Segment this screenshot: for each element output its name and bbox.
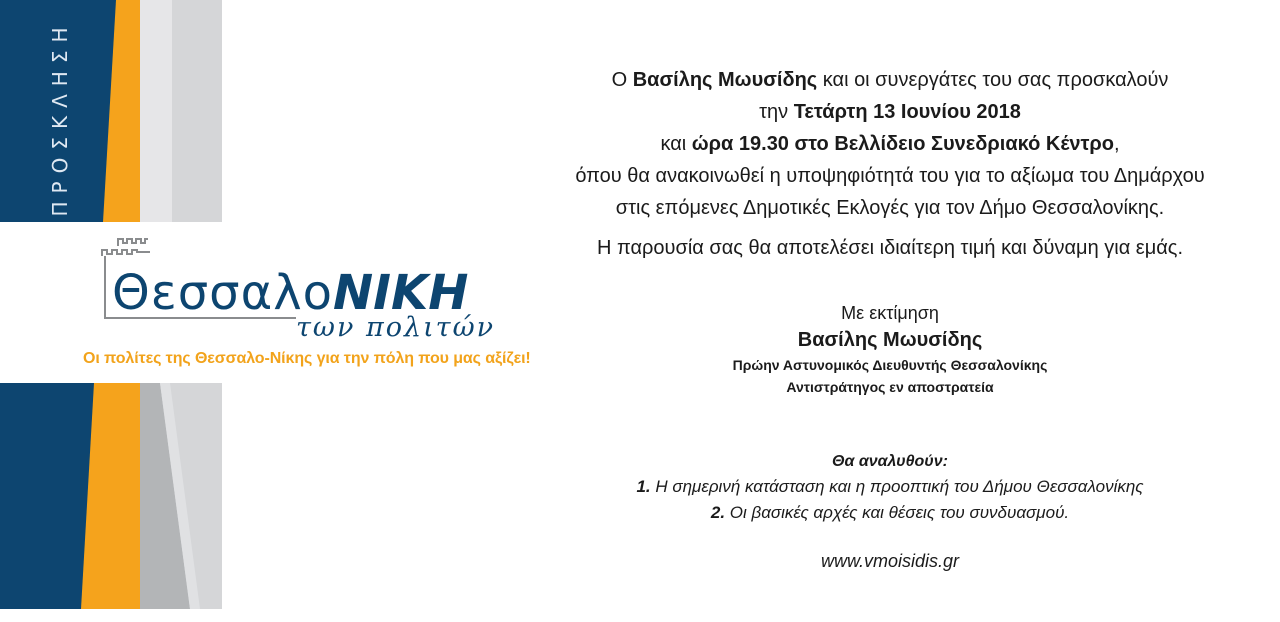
invitation-body — [520, 64, 1260, 264]
invitation-vertical-title: ΠΡΟΣΚΛΗΣΗ — [48, 19, 72, 217]
invitation-line-1: Ο Βασίλης Μωυσίδης και οι συνεργάτες του σας προσκαλούν — [611, 69, 1169, 91]
topics-title: Θα αναλυθούν: — [832, 453, 948, 470]
topic-item: 2. Οι βασικές αρχές και θέσεις του συνδυασμού. — [710, 503, 1070, 522]
topics-block — [520, 450, 1260, 526]
signature-block — [520, 300, 1260, 398]
logo-tagline: Οι πολίτες της Θεσσαλο-Νίκης για την πόλη που μας αξίζει! — [83, 350, 531, 367]
invitation-line-2: την Τετάρτη 13 Ιουνίου 2018 — [759, 101, 1021, 123]
logo-name-light: Θεσσαλο — [112, 265, 333, 321]
invitation-line-5: στις επόμενες Δημοτικές Εκλογές για τον Δήμο Θεσσαλονίκης. — [615, 197, 1165, 219]
invitation-line-4: όπου θα ανακοινωθεί η υποψηφιότητά του για το αξίωμα του Δημάρχου — [575, 165, 1205, 187]
signature-role-1: Πρώην Αστυνομικός Διευθυντής Θεσσαλονίκης — [732, 357, 1048, 373]
signature-closing: Με εκτίμηση — [841, 303, 939, 323]
logo-subtitle: των πολιτών — [296, 312, 496, 343]
website-block — [520, 548, 1260, 574]
signature-name: Βασίλης Μωυσίδης — [797, 329, 983, 351]
logo-name-bold: ΝΙΚΗ — [332, 265, 469, 321]
invitation-line-3: και ώρα 19.30 στο Βελλίδειο Συνεδριακό Κέντρο, — [660, 133, 1120, 155]
invitation-line-6: Η παρουσία σας θα αποτελέσει ιδιαίτερη τιμή και δύναμη για εμάς. — [596, 237, 1184, 259]
website-link[interactable]: www.vmoisidis.gr — [820, 551, 960, 571]
topic-item: 1. Η σημερινή κατάσταση και η προοπτική του Δήμου Θεσσαλονίκης — [636, 477, 1144, 496]
signature-role-2: Αντιστράτηγος εν αποστρατεία — [786, 379, 994, 395]
